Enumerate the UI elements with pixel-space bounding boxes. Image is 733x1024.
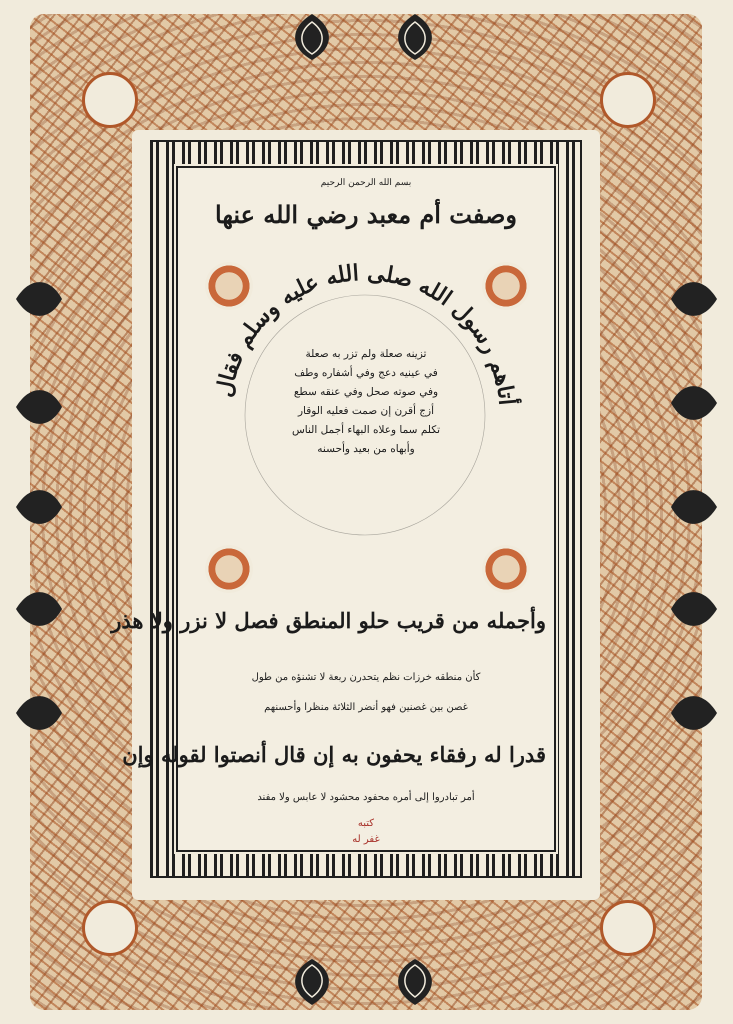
basmala: بسم الله الرحمن الرحيم [320,178,412,188]
center-line: وأبهاه من بعيد وأحسنه [317,443,415,455]
leaf-ornament-icon [667,686,721,740]
circular-inscription-text: أتاهم رسول الله صلى الله عليه وسلم فقال [211,259,520,407]
center-text-block [228,345,504,459]
signature-line: كتبه [357,818,375,829]
leaf-ornament-icon [388,10,442,64]
corner-medallion-top-left [82,72,138,128]
leaf-ornament-icon [12,582,66,636]
lower-line-5: أمر تبادروا إلى أمره محفود محشود لا عابس ولا مفند [257,792,475,803]
corner-medallion-bottom-left [82,900,138,956]
lower-line-3: غصن بين غصنين فهو أنضر الثلاثة منظرا وأحسنهم [264,702,468,713]
leaf-ornament-icon [12,380,66,434]
corner-medallion-bottom-right [600,900,656,956]
leaf-ornament-icon [667,376,721,430]
leaf-ornament-icon [667,582,721,636]
leaf-ornament-icon [667,272,721,326]
leaf-ornament-icon [12,272,66,326]
leaf-ornament-icon [667,480,721,534]
corner-medallion-top-right [600,72,656,128]
leaf-ornament-icon [12,480,66,534]
lower-line-1: وأجمله من قريب حلو المنطق فصل لا نزر ولا هذر [111,608,546,633]
lower-line-4: قدرا له رفقاء يحفون به إن قال أنصتوا لقوله وإن [122,742,546,767]
leaf-ornament-icon [285,955,339,1009]
center-line: في عينيه دعج وفي أشفاره وطف [294,367,438,379]
leaf-ornament-icon [12,686,66,740]
title-line: وصفت أم معبد رضي الله عنها [215,200,517,229]
signature-line: غفر له [352,834,380,845]
center-line: تكلم سما وعلاه البهاء أجمل الناس [291,424,441,436]
leaf-ornament-icon [285,10,339,64]
center-line: تزينه صعلة ولم تزر به صعلة [305,348,427,360]
lower-line-2: كأن منطقه خرزات نظم يتحدرن ربعة لا تشنؤه من طول [251,672,481,683]
center-line: وفي صوته صحل وفي عنقه سطع [293,386,439,398]
center-line: أزج أقرن إن صمت فعليه الوقار [297,405,434,417]
leaf-ornament-icon [388,955,442,1009]
